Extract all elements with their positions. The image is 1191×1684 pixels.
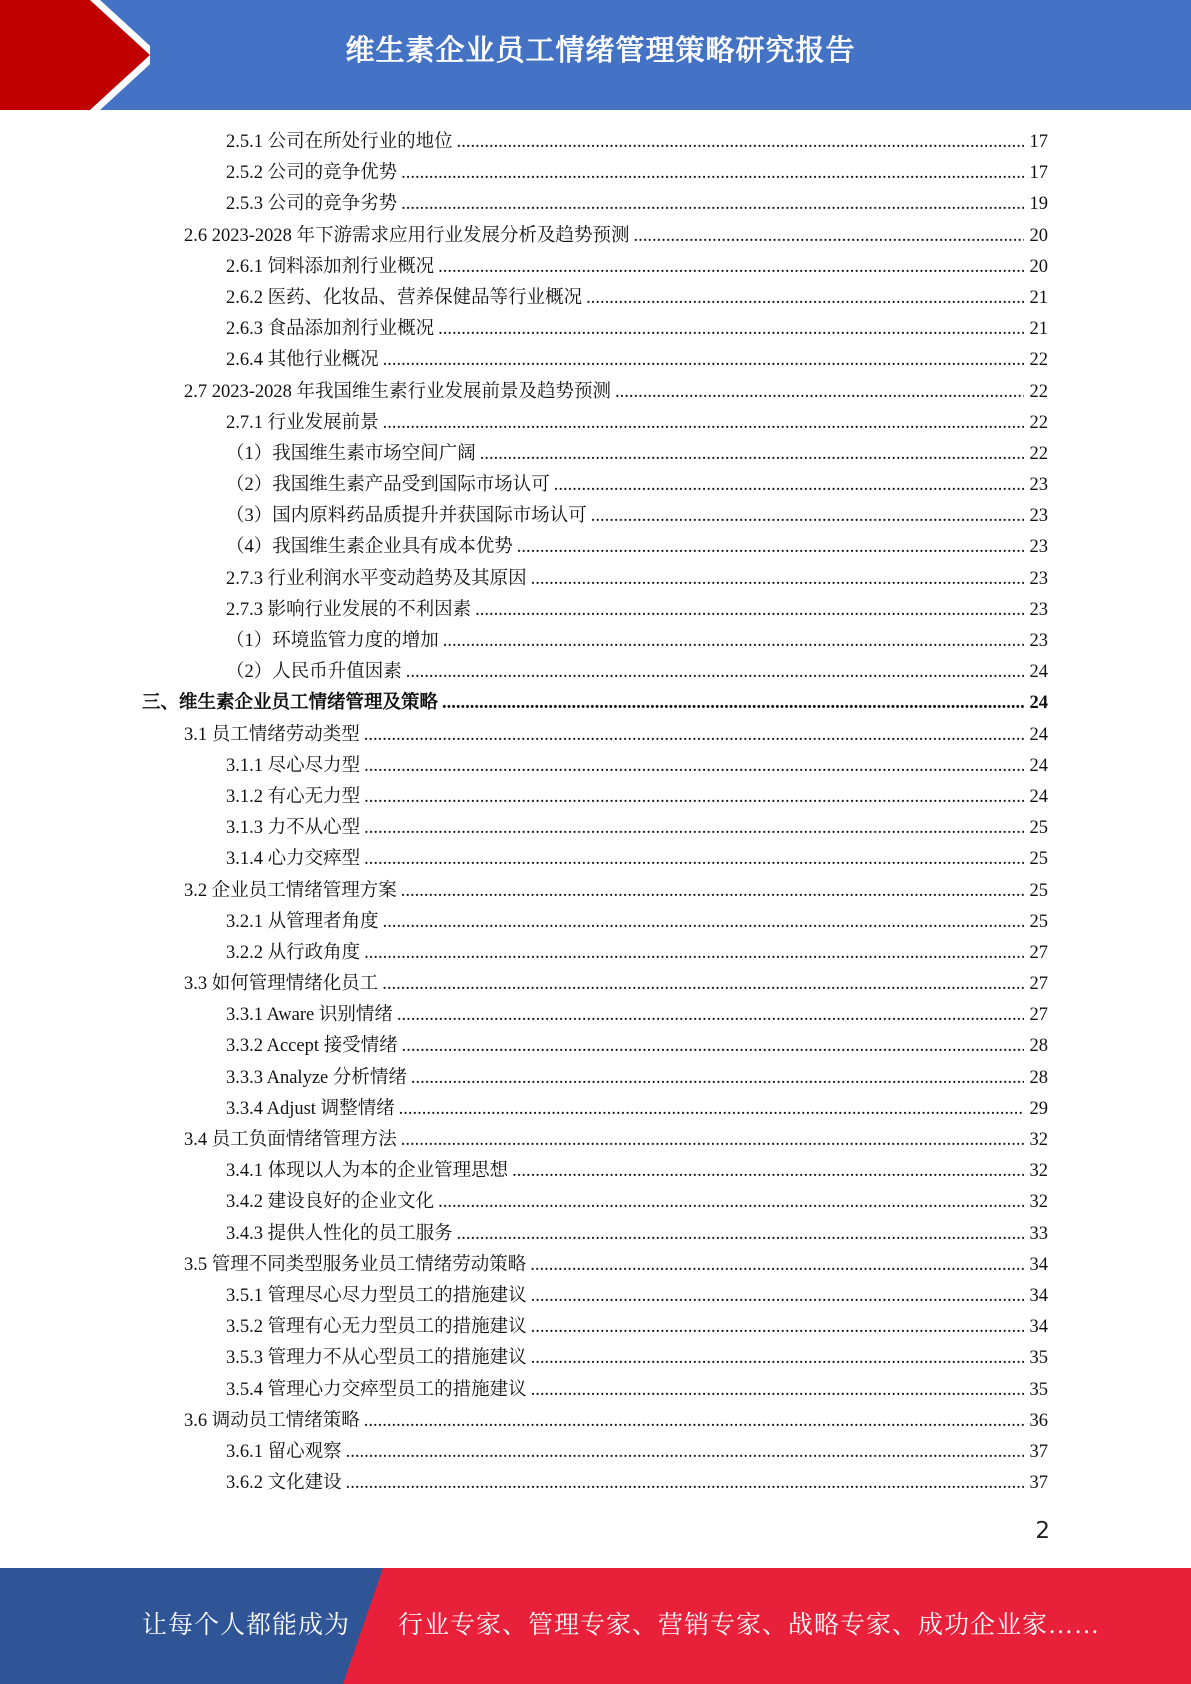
toc-entry-page: 32 <box>1029 1192 1048 1213</box>
toc-entry[interactable] <box>0 345 1191 376</box>
toc-dot-leader <box>438 1187 1024 1218</box>
toc-entry-title: （1）环境监管力度的增加 <box>226 631 439 651</box>
toc-entry-page: 25 <box>1029 880 1048 901</box>
toc-entry-title: 3.3.3 Analyze 分析情绪 <box>226 1067 407 1088</box>
toc-entry-page: 37 <box>1029 1473 1048 1494</box>
toc-entry-title: 3.4.2 建设良好的企业文化 <box>226 1192 435 1213</box>
toc-entry[interactable] <box>0 439 1191 470</box>
toc-entry[interactable] <box>0 938 1191 969</box>
toc-dot-leader <box>457 127 1024 158</box>
toc-entry-title: 3.6 调动员工情绪策略 <box>184 1410 360 1431</box>
toc-entry-page: 27 <box>1029 942 1048 963</box>
toc-entry-page: 19 <box>1029 194 1048 215</box>
toc-dot-leader <box>438 252 1024 283</box>
toc-entry-page: 34 <box>1029 1317 1048 1338</box>
toc-dot-leader <box>402 1031 1024 1062</box>
toc-entry[interactable] <box>0 1343 1191 1374</box>
toc-entry-title: 3.3 如何管理情绪化员工 <box>184 974 379 995</box>
toc-entry-title: 3.2.2 从行政角度 <box>226 942 361 963</box>
toc-dot-leader <box>364 720 1024 751</box>
toc-dot-leader <box>364 813 1024 844</box>
toc-entry-page: 29 <box>1029 1098 1048 1119</box>
toc-entry-title: （3）国内原料药品质提升并获国际市场认可 <box>226 506 587 527</box>
toc-dot-leader <box>531 1281 1024 1312</box>
toc-entry[interactable] <box>0 408 1191 439</box>
toc-entry[interactable] <box>0 283 1191 314</box>
toc-entry[interactable] <box>0 1031 1191 1062</box>
toc-entry[interactable] <box>0 1468 1191 1499</box>
toc-dot-leader <box>438 314 1024 345</box>
toc-dot-leader <box>531 1312 1024 1343</box>
footer-slogan-left: 让每个人都能成为 <box>142 1612 351 1639</box>
toc-entry-page: 24 <box>1029 662 1048 683</box>
toc-entry[interactable] <box>0 252 1191 283</box>
toc-entry[interactable] <box>0 1281 1191 1312</box>
toc-entry-page: 33 <box>1029 1223 1048 1244</box>
toc-dot-leader <box>615 377 1024 408</box>
toc-entry-page: 23 <box>1029 475 1048 496</box>
toc-entry[interactable] <box>0 813 1191 844</box>
toc-entry-page: 23 <box>1029 537 1048 558</box>
toc-entry[interactable] <box>0 1437 1191 1468</box>
toc-entry[interactable] <box>0 1187 1191 1218</box>
toc-entry-title: 3.5.2 管理有心无力型员工的措施建议 <box>226 1317 527 1338</box>
toc-entry-page: 28 <box>1029 1067 1048 1088</box>
toc-dot-leader <box>480 439 1024 470</box>
toc-entry-page: 32 <box>1029 1161 1048 1182</box>
toc-entry-page: 17 <box>1029 163 1048 184</box>
toc-entry-page: 27 <box>1029 974 1048 995</box>
toc-entry-title: 3.3.4 Adjust 调整情绪 <box>226 1098 395 1119</box>
toc-dot-leader <box>531 564 1024 595</box>
toc-entry-page: 22 <box>1029 381 1048 402</box>
toc-dot-leader <box>401 1125 1024 1156</box>
footer-slogan-right: 行业专家、管理专家、营销专家、战略专家、成功企业家…… <box>398 1612 1101 1639</box>
report-title: 维生素企业员工情绪管理策略研究报告 <box>345 33 856 67</box>
toc-entry-title: 2.5.3 公司的竞争劣势 <box>226 194 398 215</box>
toc-entry[interactable] <box>0 1063 1191 1094</box>
toc-entry[interactable] <box>0 564 1191 595</box>
toc-entry-page: 21 <box>1029 319 1048 340</box>
toc-entry-title: （1）我国维生素市场空间广阔 <box>226 443 476 464</box>
toc-entry-page: 24 <box>1029 755 1048 776</box>
toc-entry-page: 24 <box>1029 693 1048 714</box>
toc-dot-leader <box>397 1000 1024 1031</box>
toc-entry-page: 20 <box>1029 256 1048 277</box>
toc-entry-title: 2.6.1 饲料添加剂行业概况 <box>226 256 435 277</box>
toc-entry-title: （2）我国维生素产品受到国际市场认可 <box>226 475 550 496</box>
toc-entry-title: 3.2 企业员工情绪管理方案 <box>184 880 397 901</box>
toc-entry[interactable] <box>0 907 1191 938</box>
toc-entry-page: 28 <box>1029 1036 1048 1057</box>
toc-entry[interactable] <box>0 1094 1191 1125</box>
toc-entry-page: 23 <box>1029 631 1048 651</box>
toc-entry[interactable] <box>0 1156 1191 1187</box>
toc-dot-leader <box>406 657 1024 688</box>
toc-entry-page: 36 <box>1029 1410 1048 1431</box>
toc-entry-page: 24 <box>1029 724 1048 745</box>
toc-entry[interactable] <box>0 595 1191 626</box>
toc-entry-page: 27 <box>1029 1005 1048 1026</box>
toc-entry-page: 22 <box>1029 443 1048 464</box>
toc-entry-page: 35 <box>1029 1379 1048 1400</box>
toc-entry-title: 2.6.4 其他行业概况 <box>226 350 379 371</box>
toc-entry-title: 3.1.3 力不从心型 <box>226 818 361 839</box>
toc-entry-page: 22 <box>1029 350 1048 371</box>
toc-entry[interactable] <box>0 1375 1191 1406</box>
toc-entry[interactable] <box>0 657 1191 688</box>
toc-entry-title: 3.4.1 体现以人为本的企业管理思想 <box>226 1161 509 1182</box>
toc-entry-title: 2.7.1 行业发展前景 <box>226 412 379 433</box>
toc-dot-leader <box>554 470 1024 501</box>
toc-dot-leader <box>512 1156 1024 1187</box>
toc-dot-leader <box>517 532 1024 563</box>
toc-entry-title: 3.5.3 管理力不从心型员工的措施建议 <box>226 1348 527 1369</box>
toc-dot-leader <box>530 1250 1024 1281</box>
toc-entry-title: 3.4 员工负面情绪管理方法 <box>184 1130 397 1150</box>
toc-entry-page: 23 <box>1029 506 1048 527</box>
toc-entry[interactable] <box>0 1125 1191 1156</box>
toc-entry[interactable] <box>0 969 1191 1000</box>
toc-dot-leader <box>475 595 1024 626</box>
toc-entry-page: 22 <box>1029 412 1048 433</box>
toc-entry[interactable] <box>0 720 1191 751</box>
toc-dot-leader <box>442 688 1024 719</box>
toc-entry-page: 25 <box>1029 911 1048 932</box>
toc-entry[interactable] <box>0 158 1191 189</box>
toc-entry[interactable] <box>0 314 1191 345</box>
table-of-contents <box>0 127 1191 1499</box>
toc-entry[interactable] <box>0 688 1191 719</box>
toc-entry-title: 2.5.2 公司的竞争优势 <box>226 163 398 184</box>
toc-entry-page: 32 <box>1029 1130 1048 1150</box>
toc-entry[interactable] <box>0 1312 1191 1343</box>
toc-entry[interactable] <box>0 876 1191 907</box>
toc-dot-leader <box>531 1343 1024 1374</box>
toc-entry-title: 2.7.3 行业利润水平变动趋势及其原因 <box>226 568 527 589</box>
toc-entry[interactable] <box>0 751 1191 782</box>
toc-entry-title: （4）我国维生素企业具有成本优势 <box>226 537 513 558</box>
toc-dot-leader <box>401 876 1024 907</box>
toc-entry-page: 37 <box>1029 1441 1048 1462</box>
toc-dot-leader <box>364 844 1024 875</box>
toc-entry-title: 2.6.2 医药、化妆品、营养保健品等行业概况 <box>226 287 583 308</box>
toc-entry-page: 20 <box>1029 225 1048 246</box>
toc-entry-title: 3.1 员工情绪劳动类型 <box>184 724 360 745</box>
toc-entry[interactable] <box>0 1406 1191 1437</box>
toc-dot-leader <box>383 907 1024 938</box>
toc-dot-leader <box>346 1437 1024 1468</box>
toc-entry-title: 3.6.1 留心观察 <box>226 1441 342 1462</box>
toc-entry[interactable] <box>0 189 1191 220</box>
toc-dot-leader <box>383 408 1024 439</box>
toc-entry-page: 21 <box>1029 287 1048 308</box>
toc-dot-leader <box>364 1406 1024 1437</box>
toc-entry-page: 25 <box>1029 818 1048 839</box>
toc-entry[interactable] <box>0 782 1191 813</box>
toc-dot-leader <box>399 1094 1024 1125</box>
page-header <box>0 0 1191 110</box>
toc-dot-leader <box>364 782 1024 813</box>
toc-entry-title: 3.1.1 尽心尽力型 <box>226 755 361 776</box>
toc-entry[interactable] <box>0 844 1191 875</box>
toc-dot-leader <box>531 1375 1024 1406</box>
toc-dot-leader <box>346 1468 1024 1499</box>
toc-entry-title: 3.3.2 Accept 接受情绪 <box>226 1036 398 1057</box>
toc-dot-leader <box>382 969 1024 1000</box>
toc-entry-title: 3.6.2 文化建设 <box>226 1473 342 1494</box>
toc-dot-leader <box>401 189 1024 220</box>
toc-dot-leader <box>411 1063 1024 1094</box>
toc-entry-title: 3.5.4 管理心力交瘁型员工的措施建议 <box>226 1379 527 1400</box>
toc-entry-title: 3.4.3 提供人性化的员工服务 <box>226 1223 453 1244</box>
toc-entry-page: 34 <box>1029 1285 1048 1306</box>
toc-dot-leader <box>383 345 1024 376</box>
toc-entry-title: （2）人民币升值因素 <box>226 662 402 683</box>
toc-dot-leader <box>401 158 1024 189</box>
toc-dot-leader <box>586 283 1024 314</box>
toc-dot-leader <box>591 501 1024 532</box>
toc-entry-title: 3.1.4 心力交瘁型 <box>226 849 361 870</box>
page-number: 2 <box>1035 1518 1050 1544</box>
toc-entry-title: 3.1.2 有心无力型 <box>226 786 361 807</box>
toc-entry[interactable] <box>0 1219 1191 1250</box>
toc-entry-title: 2.7.3 影响行业发展的不利因素 <box>226 599 472 620</box>
toc-entry-page: 17 <box>1029 132 1048 152</box>
toc-entry[interactable] <box>0 1250 1191 1281</box>
toc-entry[interactable] <box>0 532 1191 563</box>
toc-entry-page: 35 <box>1029 1348 1048 1369</box>
toc-entry-page: 25 <box>1029 849 1048 870</box>
toc-entry-title: 2.7 2023-2028 年我国维生素行业发展前景及趋势预测 <box>184 381 612 402</box>
toc-entry[interactable] <box>0 377 1191 408</box>
toc-dot-leader <box>364 751 1024 782</box>
toc-entry[interactable] <box>0 470 1191 501</box>
toc-entry-page: 24 <box>1029 786 1048 807</box>
toc-dot-leader <box>364 938 1024 969</box>
toc-entry[interactable] <box>0 501 1191 532</box>
toc-entry-title: 2.6.3 食品添加剂行业概况 <box>226 319 435 340</box>
toc-entry-title: 3.5 管理不同类型服务业员工情绪劳动策略 <box>184 1254 527 1275</box>
toc-entry-page: 34 <box>1029 1254 1048 1275</box>
toc-dot-leader <box>457 1219 1024 1250</box>
toc-entry-page: 23 <box>1029 599 1048 620</box>
page-footer <box>0 1568 1191 1684</box>
toc-entry[interactable] <box>0 127 1191 158</box>
toc-entry-title: 2.5.1 公司在所处行业的地位 <box>226 132 453 152</box>
toc-entry[interactable] <box>0 221 1191 252</box>
toc-entry-title: 三、维生素企业员工情绪管理及策略 <box>142 693 439 714</box>
toc-entry-title: 3.5.1 管理尽心尽力型员工的措施建议 <box>226 1285 527 1306</box>
toc-entry-title: 3.3.1 Aware 识别情绪 <box>226 1005 393 1026</box>
toc-entry[interactable] <box>0 626 1191 657</box>
toc-dot-leader <box>443 626 1024 657</box>
toc-entry-title: 3.2.1 从管理者角度 <box>226 911 379 932</box>
toc-entry-page: 23 <box>1029 568 1048 589</box>
toc-entry[interactable] <box>0 1000 1191 1031</box>
toc-dot-leader <box>634 221 1024 252</box>
toc-entry-title: 2.6 2023-2028 年下游需求应用行业发展分析及趋势预测 <box>184 225 630 246</box>
